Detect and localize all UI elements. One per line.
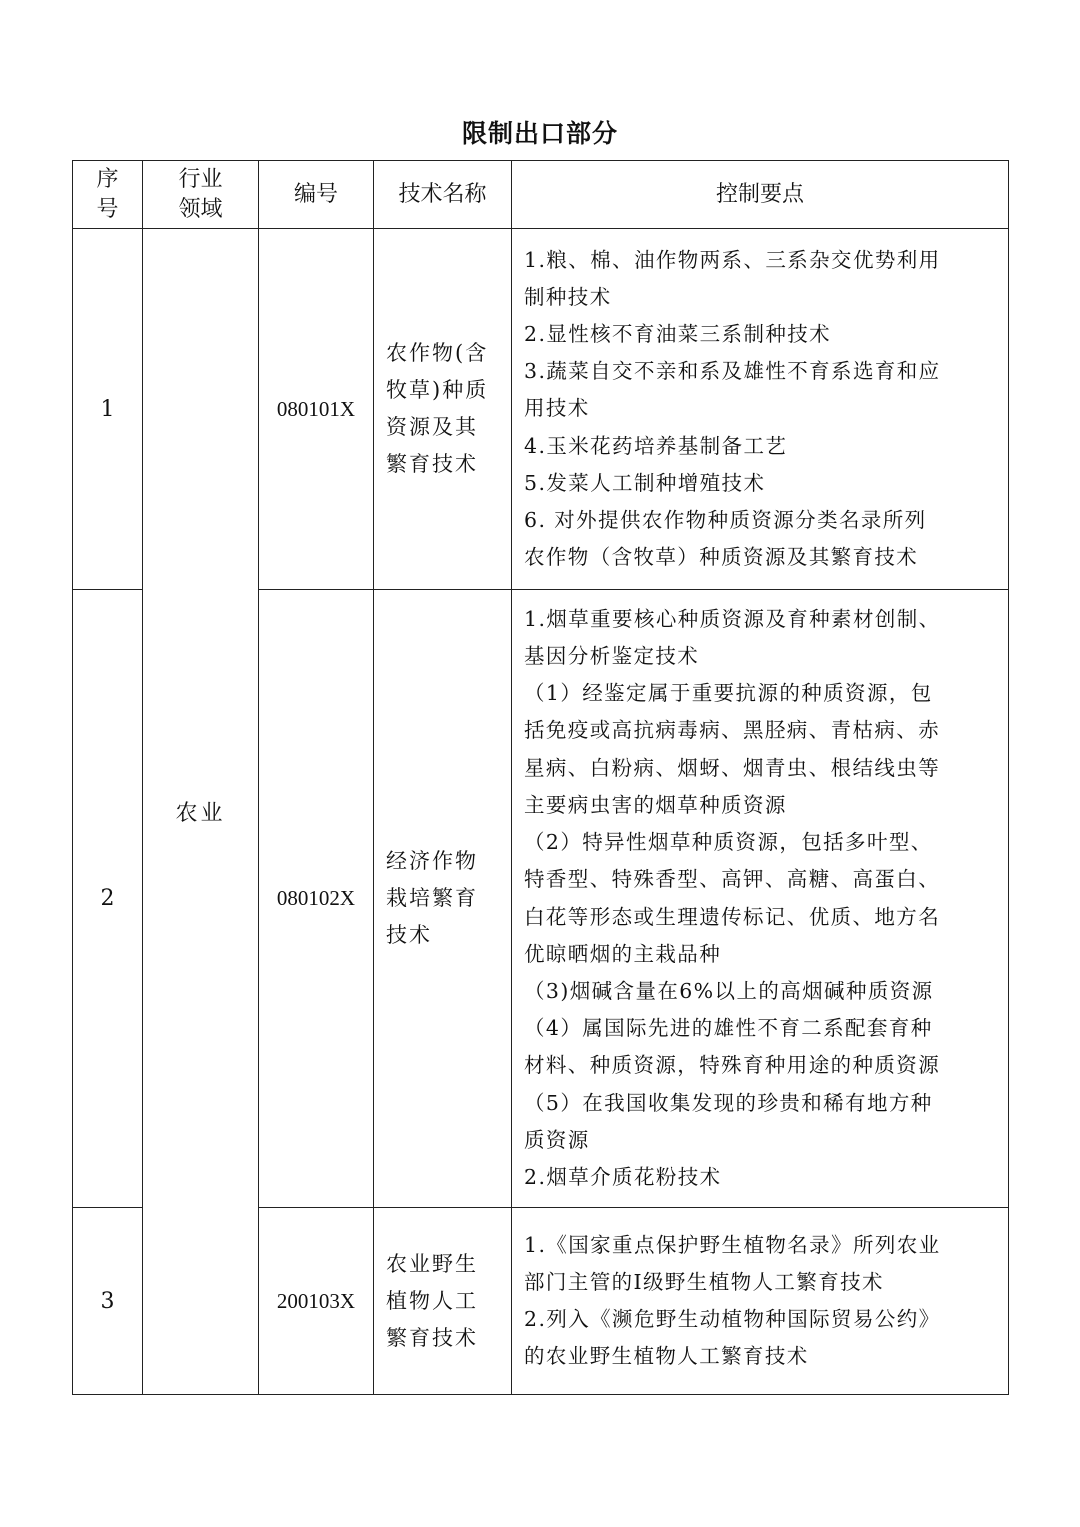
header-seq: 序 号 bbox=[73, 161, 143, 229]
header-code: 编号 bbox=[259, 161, 374, 229]
table-row bbox=[73, 229, 1009, 590]
row-seq: 2 bbox=[73, 590, 143, 1208]
row-control-points: 1.粮、棉、油作物两系、三系杂交优势利用 制种技术 2.显性核不育油菜三系制种技术 3.蔬菜自交不亲和系及雄性不育系选育和应 用技术 4.玉米花药培养基制备工艺 5.发菜人工制种增殖技术 6. 对外提供农作物种质资源分类名录所列 农作物（含牧草）种质资源及其繁育技术 bbox=[512, 229, 1009, 590]
header-industry: 行业 领域 bbox=[143, 161, 259, 229]
row-code: 080101X bbox=[259, 229, 374, 590]
header-row bbox=[73, 161, 1009, 229]
header-control-points: 控制要点 bbox=[512, 161, 1009, 229]
industry-cell: 农业 bbox=[143, 229, 259, 1395]
restricted-export-table bbox=[72, 160, 1009, 1395]
page-title: 限制出口部分 bbox=[461, 119, 618, 148]
row-control-points: 1.烟草重要核心种质资源及育种素材创制、 基因分析鉴定技术 （1）经鉴定属于重要抗源的种质资源，包 括免疫或高抗病毒病、黑胫病、青枯病、赤 星病、白粉病、烟蚜、烟青虫、根结线虫等 主要病虫害的烟草种质资源 （2）特异性烟草种质资源，包括多叶型、 特香型、特殊香型、高钾、高糖、高蛋白、 白花等形态或生理遗传标记、优质、地方名 优晾晒烟的主栽品种 （3)烟碱含量在6%以上的高烟碱种质资源 （4）属国际先进的雄性不育二系配套育种 材料、种质资源，特殊育种用途的种质资源 （5）在我国收集发现的珍贵和稀有地方种 质资源 2.烟草介质花粉技术 bbox=[512, 590, 1009, 1208]
row-code: 080102X bbox=[259, 590, 374, 1208]
row-code: 200103X bbox=[259, 1208, 374, 1395]
row-control-points: 1.《国家重点保护野生植物名录》所列农业 部门主管的I级野生植物人工繁育技术 2.列入《濒危野生动植物种国际贸易公约》 的农业野生植物人工繁育技术 bbox=[512, 1208, 1009, 1395]
header-tech-name: 技术名称 bbox=[374, 161, 512, 229]
row-seq: 1 bbox=[73, 229, 143, 590]
row-tech-name: 农作物(含 牧草)种质 资源及其 繁育技术 bbox=[374, 229, 512, 590]
row-tech-name: 经济作物 栽培繁育 技术 bbox=[374, 590, 512, 1208]
row-seq: 3 bbox=[73, 1208, 143, 1395]
row-tech-name: 农业野生 植物人工 繁育技术 bbox=[374, 1208, 512, 1395]
